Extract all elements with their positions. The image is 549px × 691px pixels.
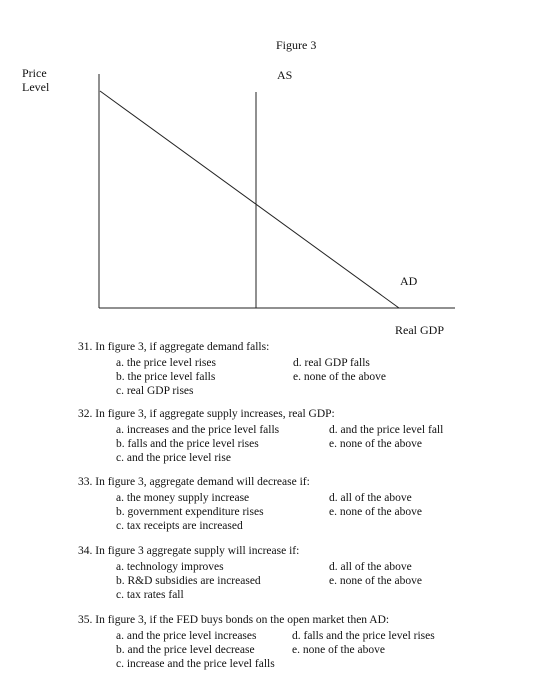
option-c: c. increase and the price level falls (116, 657, 275, 670)
option-d: d. falls and the price level rises (292, 629, 435, 642)
option-e: e. none of the above (329, 574, 422, 587)
question-stem: 32. In figure 3, if aggregate supply increases, real GDP: (78, 408, 335, 420)
as-curve-label: AS (277, 68, 293, 82)
option-e: e. none of the above (329, 505, 422, 518)
option-a: a. the money supply increase (116, 491, 250, 504)
question-stem: 34. In figure 3 aggregate supply will increase if: (78, 545, 300, 557)
question-31 (78, 341, 386, 397)
option-b: b. government expenditure rises (116, 505, 264, 518)
ad-curve (100, 91, 399, 308)
option-a: a. increases and the price level falls (116, 423, 280, 436)
option-c: c. and the price level rise (116, 451, 231, 464)
option-c: c. tax rates fall (116, 588, 184, 601)
ad-curve-label: AD (400, 274, 418, 288)
figure-title: Figure 3 (276, 38, 317, 52)
y-axis-label-line1: Price (22, 66, 47, 80)
x-axis-label: Real GDP (395, 323, 444, 337)
option-c: c. real GDP rises (116, 384, 194, 397)
option-e: e. none of the above (292, 643, 385, 656)
question-32 (78, 408, 444, 464)
y-axis-label-line2: Level (22, 80, 50, 94)
option-b: b. and the price level decrease (116, 643, 255, 656)
question-34 (78, 545, 422, 601)
question-stem: 33. In figure 3, aggregate demand will decrease if: (78, 476, 310, 488)
option-c: c. tax receipts are increased (116, 519, 243, 532)
option-a: a. and the price level increases (116, 629, 257, 642)
question-33 (78, 476, 422, 532)
question-35 (78, 614, 435, 670)
option-b: b. the price level falls (116, 370, 216, 383)
option-e: e. none of the above (293, 370, 386, 383)
figure-3-chart (0, 0, 549, 340)
option-b: b. R&D subsidies are increased (116, 574, 261, 587)
option-a: a. the price level rises (116, 356, 216, 369)
option-a: a. technology improves (116, 560, 224, 573)
option-d: d. real GDP falls (293, 356, 370, 369)
question-stem: 35. In figure 3, if the FED buys bonds on the open market then AD: (78, 614, 390, 626)
option-d: d. all of the above (329, 560, 412, 573)
option-d: d. all of the above (329, 491, 412, 504)
question-stem: 31. In figure 3, if aggregate demand falls: (78, 341, 270, 353)
option-b: b. falls and the price level rises (116, 437, 259, 450)
option-e: e. none of the above (329, 437, 422, 450)
option-d: d. and the price level fall (329, 423, 444, 436)
